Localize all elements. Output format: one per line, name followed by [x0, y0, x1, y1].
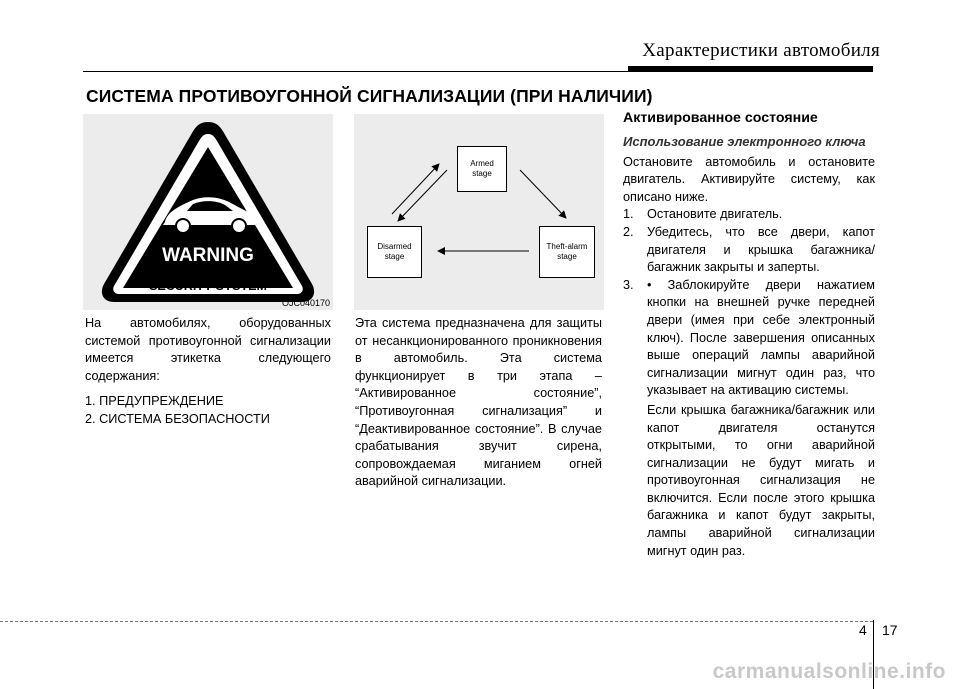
armed-stage-label-2: stage [472, 169, 492, 178]
disarmed-stage-label-2: stage [384, 252, 405, 261]
figure-code: OJC040170 [281, 298, 330, 308]
disarmed-stage-label-1: Disarmed [377, 242, 412, 251]
running-header: Характеристики автомобиля [642, 40, 880, 61]
arrow-disarmed-to-armed [392, 164, 439, 214]
col3-note: Если крышка багажника/багажник или капот двигателя останутся открытыми, то огни аварийной сигнализации не будут мигать и противоугонная сигнализация не включится. Если после этого крышка багажника и капот будут закрыты, лампы аварийной сигнализации мигнут один раз. [647, 402, 875, 558]
arrow-armed-to-disarmed [398, 170, 447, 221]
theft-stage-label-1: Theft-alarm [546, 242, 588, 251]
stage-arrows [354, 114, 604, 310]
armed-stage-label-1: Armed [470, 159, 494, 168]
section-title: СИСТЕМА ПРОТИВОУГОННОЙ СИГНАЛИЗАЦИИ (ПРИ НАЛИЧИИ) [86, 86, 653, 106]
warning-triangle-sign [83, 114, 333, 310]
alarm-stage-diagram [354, 114, 604, 310]
arrow-armed-to-theft [520, 170, 566, 218]
col1-intro: На автомобилях, оборудованных системой противоугонной сигнализации имеется этикетка следующего содержания: [85, 316, 331, 383]
chapter-number: 4 [859, 622, 867, 638]
step-1 [623, 206, 875, 224]
column-3 [623, 110, 875, 560]
sign-warning-word: WARNING [162, 245, 254, 266]
step-1-text: Остановите двигатель. [647, 207, 783, 222]
step-2-text: Убедитесь, что все двери, капот двигателя и крышка багажника/багажник закрыты и заперты. [647, 224, 875, 275]
page-number: 17 [882, 622, 898, 638]
step-2 [623, 224, 875, 277]
step-3-number: 3. [623, 277, 634, 292]
watermark: carmanualsonline.info [712, 660, 946, 683]
col2-paragraph: Эта система предназначена для защиты от несанкционированного проникновения в автомобиль. Эта система функционирует в три этапа – “Активированное состояние”, “Противоугонная сигнализация” и “Деактивированное состояние”. В случае срабатывания звучит сирена, сопровождаемая миганием огней аварийной сигнализации. [355, 316, 602, 489]
step-3 [623, 277, 875, 400]
step-3-text: • Заблокируйте двери нажатием кнопки на внешней ручке передней двери (имея при себе электронный ключ). После завершения описанных выше операций лампы аварийной сигнализации мигнут один раз, что указывает на активацию системы. [647, 277, 875, 398]
sign-caption: SECURITY SYSTEM [149, 279, 267, 293]
step-2-number: 2. [623, 224, 634, 239]
footer-rule [0, 621, 873, 622]
column-2 [355, 315, 602, 491]
theft-stage-label-2: stage [557, 252, 577, 261]
warning-label-figure [83, 114, 333, 310]
activated-state-title: Активированное состояние [623, 110, 818, 126]
header-rule [83, 71, 873, 72]
column-1 [85, 315, 331, 429]
col1-list-item-2: 2. СИСТЕМА БЕЗОПАСНОСТИ [85, 411, 270, 426]
col3-intro: Остановите автомобиль и остановите двигатель. Активируйте систему, как описано ниже. [623, 154, 875, 204]
col1-list-item-1: 1. ПРЕДУПРЕЖДЕНИЕ [85, 394, 224, 409]
smart-key-subtitle: Использование электронного ключа [623, 133, 866, 149]
step-1-number: 1. [623, 207, 634, 222]
